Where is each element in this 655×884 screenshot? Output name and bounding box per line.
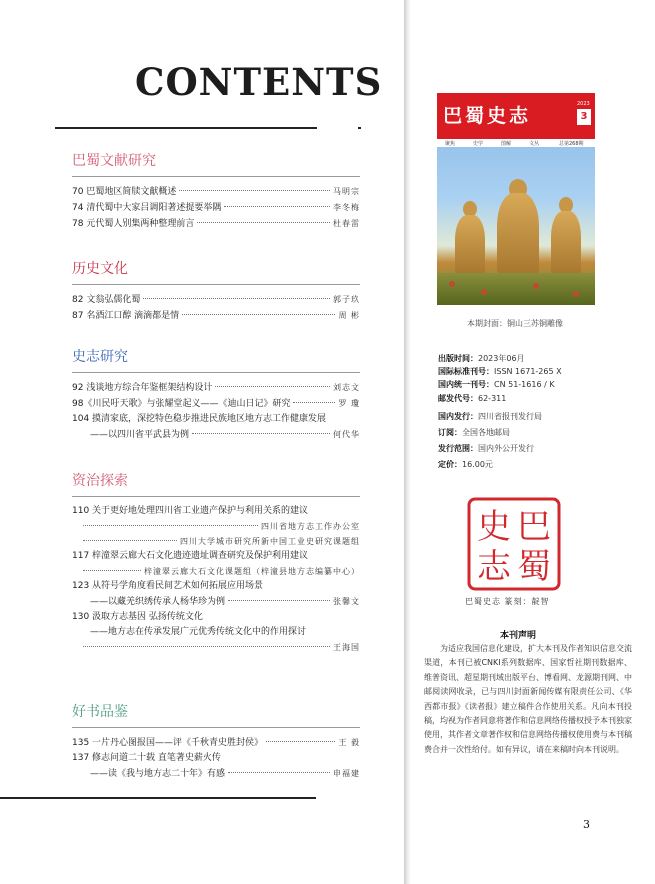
info-value: 16.00元 — [462, 460, 493, 469]
info-row — [438, 378, 638, 391]
leader-dots — [182, 314, 335, 315]
section-heading: 巴蜀文献研究 — [72, 153, 156, 169]
toc-entry-author: 申福建 — [333, 769, 360, 778]
flower-decoration — [481, 289, 487, 295]
toc-entry[interactable] — [72, 610, 360, 625]
seal-char: 志 — [477, 547, 511, 587]
info-value: 四川省报刊发行局 — [478, 412, 542, 421]
toc-entry-author: 周 彬 — [338, 311, 360, 320]
info-value: 全国各地邮局 — [462, 428, 510, 437]
toc-entry-author: 王海国 — [333, 643, 360, 652]
cover-strip-item: 总第268期 — [559, 141, 584, 147]
info-value: 2023年06月 — [478, 354, 525, 363]
toc-entry[interactable] — [72, 200, 360, 216]
toc-entry[interactable] — [72, 216, 360, 232]
toc-entry-author: 刘志文 — [333, 383, 360, 392]
info-label: 国际标准刊号： — [438, 367, 494, 376]
toc-entry-title: 82 文翁弘儒化蜀 — [72, 295, 141, 305]
toc-entry-title: 117 梓潼翠云廊大石文化遗迹遗址调查研究及保护利用建议 — [72, 551, 309, 561]
info-row — [438, 442, 638, 455]
toc-entry[interactable] — [72, 751, 360, 766]
cover-strip-item: 图解 — [501, 141, 512, 147]
info-row — [438, 352, 638, 365]
section — [72, 472, 360, 655]
toc-entry[interactable] — [72, 308, 360, 324]
toc-entry-title: ——以四川省平武县为例 — [90, 430, 190, 440]
toc-entry-title: 98《川民吁天歌》与张耀堂起义——《迪山日记》研究 — [72, 399, 291, 409]
contents-title: CONTENTS — [135, 60, 383, 104]
toc-entry[interactable] — [72, 594, 360, 610]
seal-char: 巴 — [517, 507, 551, 547]
toc-entry-title: ——地方志在传承发展广元优秀传统文化中的作用探讨 — [90, 627, 307, 637]
section-rule — [72, 284, 360, 285]
toc-entry-author: 四川大学城市研究所新中国工业史研究课题组 — [180, 537, 360, 546]
section-heading: 历史文化 — [72, 261, 128, 277]
toc-entry[interactable] — [72, 504, 360, 519]
toc-entry-author: 梓潼翠云廊大石文化课题组（梓潼县地方志编纂中心） — [144, 567, 360, 576]
toc-entry[interactable] — [72, 640, 360, 655]
toc-entry[interactable] — [72, 380, 360, 396]
toc-entry-title: 74 清代蜀中大家吕调阳著述提要举隅 — [72, 203, 222, 213]
toc-entry-title: ——读《我与地方志二十年》有感 — [90, 769, 226, 779]
info-label: 定价： — [438, 460, 462, 469]
info-value: ISSN 1671-265 X — [494, 367, 562, 376]
toc-entry[interactable] — [72, 579, 360, 594]
info-label: 发行范围： — [438, 444, 478, 453]
leader-dots — [83, 540, 177, 541]
toc-entry-title: 137 修志问道二十载 直笔著史薪火传 — [72, 753, 221, 763]
leader-dots — [293, 402, 335, 403]
info-label: 国内发行： — [438, 412, 478, 421]
info-row — [438, 458, 638, 471]
info-row — [438, 365, 638, 378]
info-row — [438, 426, 638, 439]
toc-entry-title: 92 浅谈地方综合年鉴框架结构设计 — [72, 383, 213, 393]
section-rule — [72, 496, 360, 497]
toc-entry-title: 110 关于更好地处理四川省工业遗产保护与利用关系的建议 — [72, 506, 309, 516]
info-label: 订阅： — [438, 428, 462, 437]
toc-entry[interactable] — [72, 564, 360, 579]
toc-entry-author: 王 毅 — [338, 738, 360, 747]
toc-entry-author: 李冬梅 — [333, 203, 360, 212]
toc-entry-author: 罗 瓊 — [338, 399, 360, 408]
leader-dots — [83, 525, 258, 526]
title-rule — [55, 127, 317, 129]
info-row — [438, 392, 638, 405]
notice-title: 本刊声明 — [500, 631, 537, 641]
seal-char: 蜀 — [517, 547, 551, 587]
cover-strip-item: 聚焦 — [445, 141, 456, 147]
leader-dots — [266, 741, 335, 742]
toc-entry-author: 何代华 — [333, 430, 360, 439]
leader-dots — [228, 772, 330, 773]
leader-dots — [215, 386, 330, 387]
section-rule — [72, 372, 360, 373]
section — [72, 348, 360, 443]
toc-entry[interactable] — [72, 184, 360, 200]
info-value: CN 51-1616 / K — [494, 380, 555, 389]
cover-caption: 本期封面：铜山三苏铜雕像 — [467, 319, 563, 328]
cover-strip — [437, 139, 595, 147]
toc-entry[interactable] — [72, 549, 360, 564]
leader-dots — [197, 222, 330, 223]
toc-entry[interactable] — [72, 292, 360, 308]
section-heading: 好书品鉴 — [72, 704, 128, 720]
seal-stamp — [466, 496, 562, 592]
info-label: 国内统一刊号： — [438, 380, 494, 389]
toc-entry-author: 杜春雷 — [333, 219, 360, 228]
seal-char: 史 — [477, 507, 511, 547]
section — [72, 152, 360, 232]
cover-title: 巴蜀史志 — [443, 105, 532, 127]
section-heading: 史志研究 — [72, 349, 128, 365]
toc-entry-title: 123 从符号学角度看民间艺术如何拓展应用场景 — [72, 581, 264, 591]
toc-entry[interactable] — [72, 519, 360, 534]
section-rule — [72, 727, 360, 728]
flower-decoration — [573, 291, 579, 297]
section — [72, 260, 360, 324]
leader-dots — [192, 433, 330, 434]
seal-caption: 巴蜀史志 篆刻：靛智 — [465, 597, 550, 606]
info-value: 62-311 — [478, 394, 507, 403]
cover-issue: 3 — [577, 109, 591, 125]
leader-dots — [83, 570, 141, 571]
toc-entry-title: 78 元代蜀人别集两种整理前言 — [72, 219, 195, 229]
info-label: 邮发代号： — [438, 394, 478, 403]
leader-dots — [179, 190, 330, 191]
page-number: 3 — [583, 818, 590, 831]
toc-entry-author: 张馨文 — [333, 597, 360, 606]
toc-entry-author: 马明宗 — [333, 187, 360, 196]
toc-entry[interactable] — [72, 735, 360, 751]
toc-entry-author: 四川省地方志工作办公室 — [261, 522, 360, 531]
toc-entry-title: ——以藏羌织绣传承人杨华珍为例 — [90, 597, 226, 607]
cover-strip-item: 文丛 — [529, 141, 540, 147]
toc-entry-title: 130 汲取方志基因 弘扬传统文化 — [72, 612, 203, 622]
leader-dots — [228, 600, 330, 601]
bottom-rule — [0, 797, 316, 799]
flower-decoration — [533, 283, 539, 289]
toc-entry-author: 郭子玖 — [333, 295, 360, 304]
toc-entry-title: 70 巴蜀地区简牍文献概述 — [72, 187, 177, 197]
toc-entry[interactable] — [72, 427, 360, 443]
toc-entry[interactable] — [72, 412, 360, 427]
leader-dots — [143, 298, 330, 299]
toc-entry-title: 135 一片丹心图报国——评《千秋青史胜封侯》 — [72, 738, 264, 748]
toc-entry[interactable] — [72, 625, 360, 640]
leader-dots — [224, 206, 330, 207]
page-gutter — [404, 0, 410, 884]
section — [72, 703, 360, 782]
cover-image — [437, 93, 595, 305]
cover-foreground — [437, 273, 595, 305]
statue-left — [455, 215, 485, 275]
info-label: 出版时间： — [438, 354, 478, 363]
notice-body: 为适应我国信息化建设，扩大本刊及作者知识信息交流渠道，本刊已被CNKI系列数据库、国家哲社期刊数据库、维普资讯、超星期刊域出版平台、博看网、龙源期刊网、中邮阅读网收录，已与四川封面新闻传媒有限责任公司、《华西都市报》《读者报》建立稿件合作使用关系。凡向本刊投稿，均视为作者同意将著作和信息网络传播权授予本刊独家使用，其作者文章著作权和信息网络传播权使用费与本刊稿费合并一次性给付。如有异议，请在来稿时向本刊说明。 — [424, 644, 632, 754]
section-heading: 资治探索 — [72, 473, 128, 489]
info-value: 国内外公开发行 — [478, 444, 534, 453]
statue-right — [551, 211, 581, 275]
title-rule-dot — [358, 127, 361, 129]
flower-decoration — [449, 281, 455, 287]
toc-entry[interactable] — [72, 534, 360, 549]
statue-center — [497, 193, 539, 275]
toc-entry[interactable] — [72, 766, 360, 782]
section-rule — [72, 176, 360, 177]
toc-entry-title: 104 摸清家底，深挖特色稳步推进民族地区地方志工作健康发展 — [72, 414, 327, 424]
info-row — [438, 410, 638, 423]
toc-entry[interactable] — [72, 396, 360, 412]
cover-year: 2023 — [577, 101, 590, 107]
leader-dots — [83, 646, 330, 647]
cover-strip-item: 史学 — [473, 141, 484, 147]
toc-entry-title: 87 名酒江口醇 滴滴都是情 — [72, 311, 180, 321]
